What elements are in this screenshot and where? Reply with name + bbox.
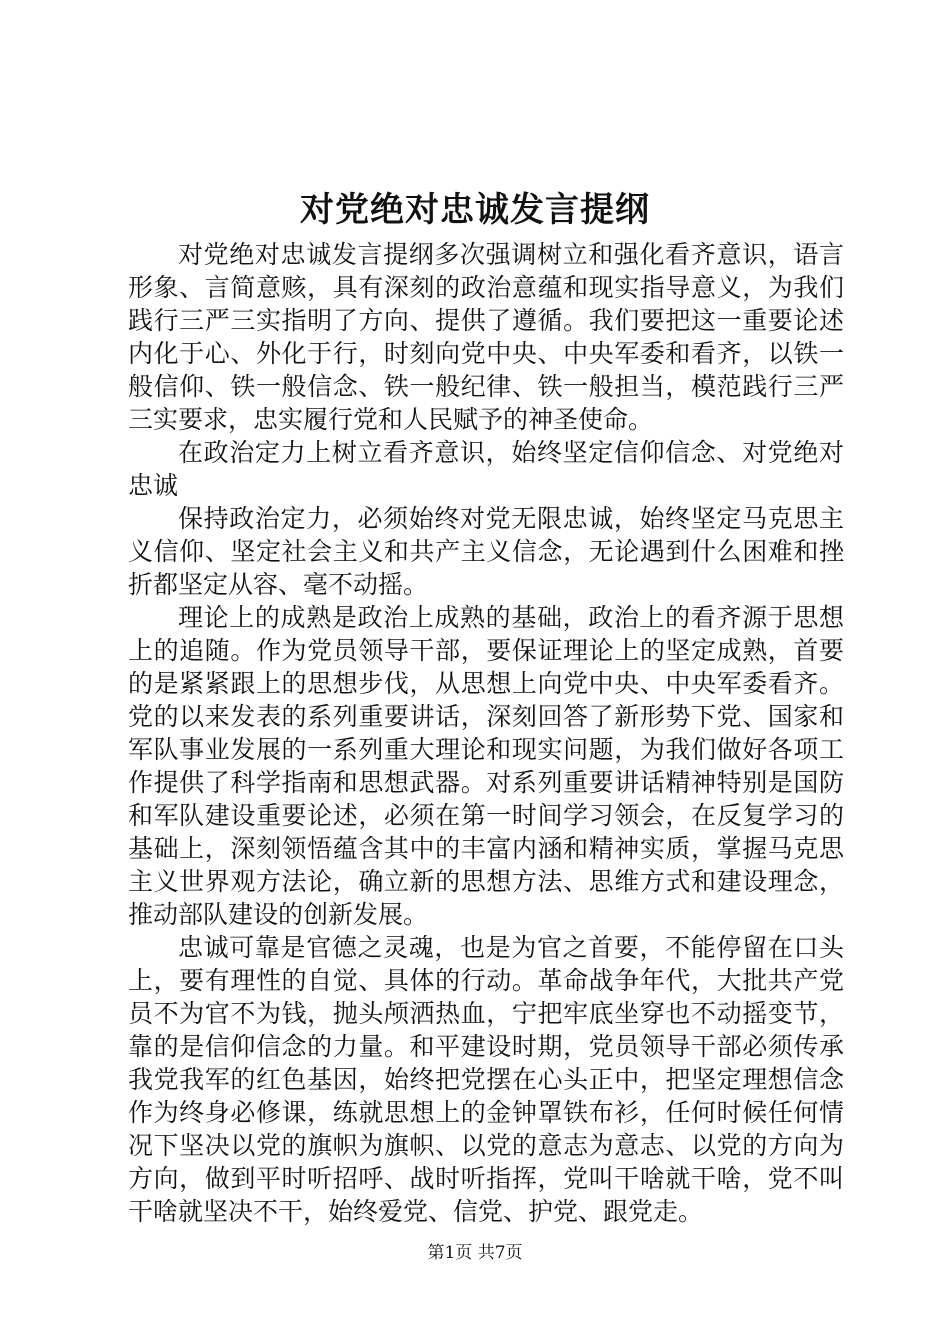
document-title: 对党绝对忠诚发言提纲 xyxy=(300,190,650,230)
paragraph: 保持政治定力，必须始终对党无限忠诚，始终坚定马克思主义信仰、坚定社会主义和共产主义信念，无论遇到什么困难和挫折都坚定从容、毫不动摇。 xyxy=(128,504,844,599)
paragraph: 理论上的成熟是政治上成熟的基础，政治上的看齐源于思想上的追随。作为党员领导干部，要保证理论上的坚定成熟，首要的是紧紧跟上的思想步伐，从思想上向党中央、中央军委看齐。党的以来发表的系列重要讲话，深刻回答了新形势下党、国家和军队事业发展的一系列重大理论和现实问题，为我们做好各项工作提供了科学指南和思想武器。对系列重要讲话精神特别是国防和军队建设重要论述，必须在第一时间学习领会，在反复学习的基础上，深刻领悟蕴含其中的丰富内涵和精神实质，掌握马克思主义世界观方法论，确立新的思想方法、思维方式和建设理念，推动部队建设的创新发展。 xyxy=(128,603,844,929)
paragraph: 在政治定力上树立看齐意识，始终坚定信仰信念、对党绝对忠诚 xyxy=(128,438,844,500)
document-body xyxy=(128,238,844,1228)
paragraph: 对党绝对忠诚发言提纲多次强调树立和强化看齐意识，语言形象、言简意赅，具有深刻的政治意蕴和现实指导意义，为我们践行三严三实指明了方向、提供了遵循。我们要把这一重要论述内化于心、外化于行，时刻向党中央、中央军委和看齐，以铁一般信仰、铁一般信念、铁一般纪律、铁一般担当，模范践行三严三实要求，忠实履行党和人民赋予的神圣使命。 xyxy=(128,240,844,434)
page-footer: 第1页 共7页 xyxy=(427,1243,523,1263)
paragraph: 忠诚可靠是官德之灵魂，也是为官之首要，不能停留在口头上，要有理性的自觉、具体的行动。革命战争年代，大批共产党员不为官不为钱，抛头颅洒热血，宁把牢底坐穿也不动摇变节，靠的是信仰信念的力量。和平建设时期，党员领导干部必须传承我党我军的红色基因，始终把党摆在心头正中，把坚定理想信念作为终身必修课，练就思想上的金钟罩铁布衫，任何时候任何情况下坚决以党的旗帜为旗帜、以党的意志为意志、以党的方向为方向，做到平时听招呼、战时听指挥，党叫干啥就干啥，党不叫干啥就坚决不干，始终爱党、信党、护党、跟党走。 xyxy=(128,933,844,1226)
